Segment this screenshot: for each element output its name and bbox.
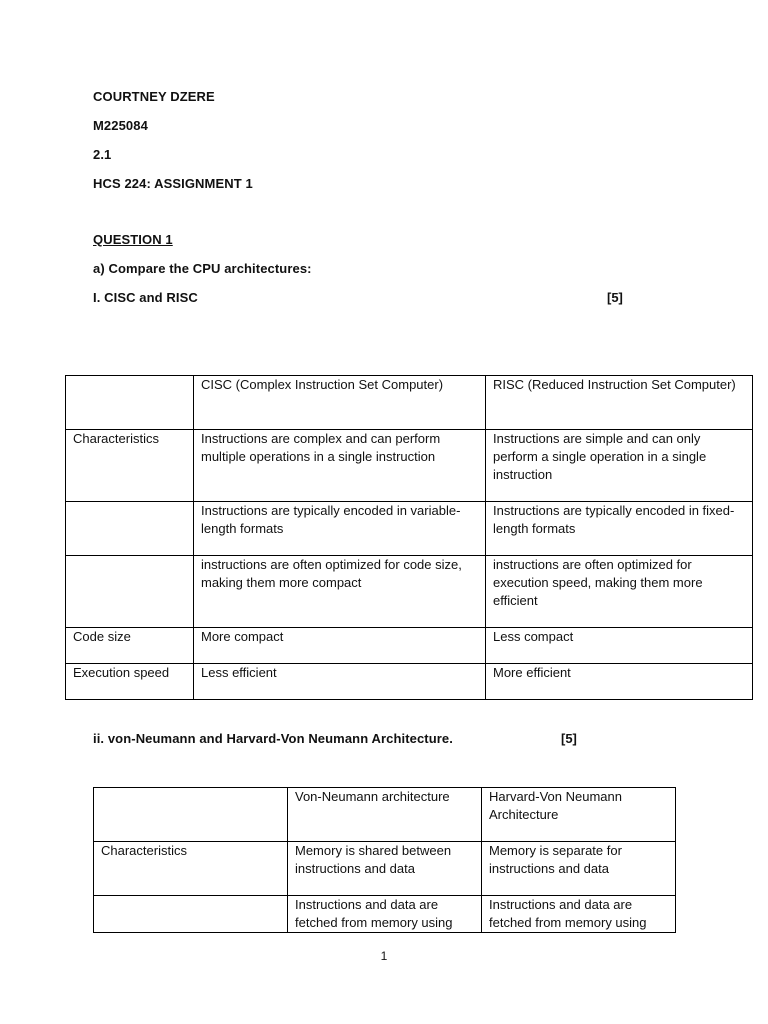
table-row <box>66 430 753 502</box>
registration-number: M225084 <box>93 118 148 133</box>
level: 2.1 <box>93 147 112 162</box>
table-cell: instructions are often optimized for code size, making them more compact <box>194 556 486 628</box>
table-cell: Instructions are complex and can perform multiple operations in a single instruction <box>194 430 486 502</box>
page-number: 1 <box>380 949 388 963</box>
table-cell <box>66 502 194 556</box>
table-cell <box>66 376 194 430</box>
question-part-a: a) Compare the CPU architectures: <box>93 261 312 276</box>
cisc-risc-table <box>65 375 753 700</box>
table-cell: Von-Neumann architecture <box>288 788 482 842</box>
table-cell: Instructions and data are fetched from memory using <box>288 896 482 933</box>
table-cell: Execution speed <box>66 664 194 700</box>
course-title: HCS 224: ASSIGNMENT 1 <box>93 176 253 191</box>
table-cell: Memory is shared between instructions and data <box>288 842 482 896</box>
question-part-ii: ii. von-Neumann and Harvard-Von Neumann Architecture. <box>93 731 453 746</box>
table-row <box>66 502 753 556</box>
table-cell: Less efficient <box>194 664 486 700</box>
table-cell: Instructions are simple and can only perform a single operation in a single instruction <box>486 430 753 502</box>
table-row <box>66 556 753 628</box>
table-cell: Instructions and data are fetched from memory using <box>482 896 676 933</box>
table-cell: Characteristics <box>94 842 288 896</box>
question-title: QUESTION 1 <box>93 232 173 247</box>
part-i-marks: [5] <box>607 290 623 305</box>
table-cell <box>94 896 288 933</box>
von-neumann-harvard-table <box>93 787 676 933</box>
student-name: COURTNEY DZERE <box>93 89 215 104</box>
table-cell: Characteristics <box>66 430 194 502</box>
table-row <box>66 664 753 700</box>
table-cell: More efficient <box>486 664 753 700</box>
table-cell <box>94 788 288 842</box>
table-cell: Memory is separate for instructions and data <box>482 842 676 896</box>
part-ii-marks: [5] <box>561 731 577 746</box>
table-cell: Less compact <box>486 628 753 664</box>
table-cell <box>66 556 194 628</box>
table-cell: Harvard-Von Neumann Architecture <box>482 788 676 842</box>
table-row <box>66 628 753 664</box>
table-cell: Instructions are typically encoded in fixed-length formats <box>486 502 753 556</box>
table-cell: CISC (Complex Instruction Set Computer) <box>194 376 486 430</box>
table-row <box>66 376 753 430</box>
table-cell: Instructions are typically encoded in variable-length formats <box>194 502 486 556</box>
table-row <box>94 788 676 842</box>
table-row <box>94 896 676 933</box>
table-cell: RISC (Reduced Instruction Set Computer) <box>486 376 753 430</box>
table-cell: instructions are often optimized for execution speed, making them more efficient <box>486 556 753 628</box>
question-part-i: I. CISC and RISC <box>93 290 198 305</box>
table-row <box>94 842 676 896</box>
table-cell: More compact <box>194 628 486 664</box>
table-cell: Code size <box>66 628 194 664</box>
